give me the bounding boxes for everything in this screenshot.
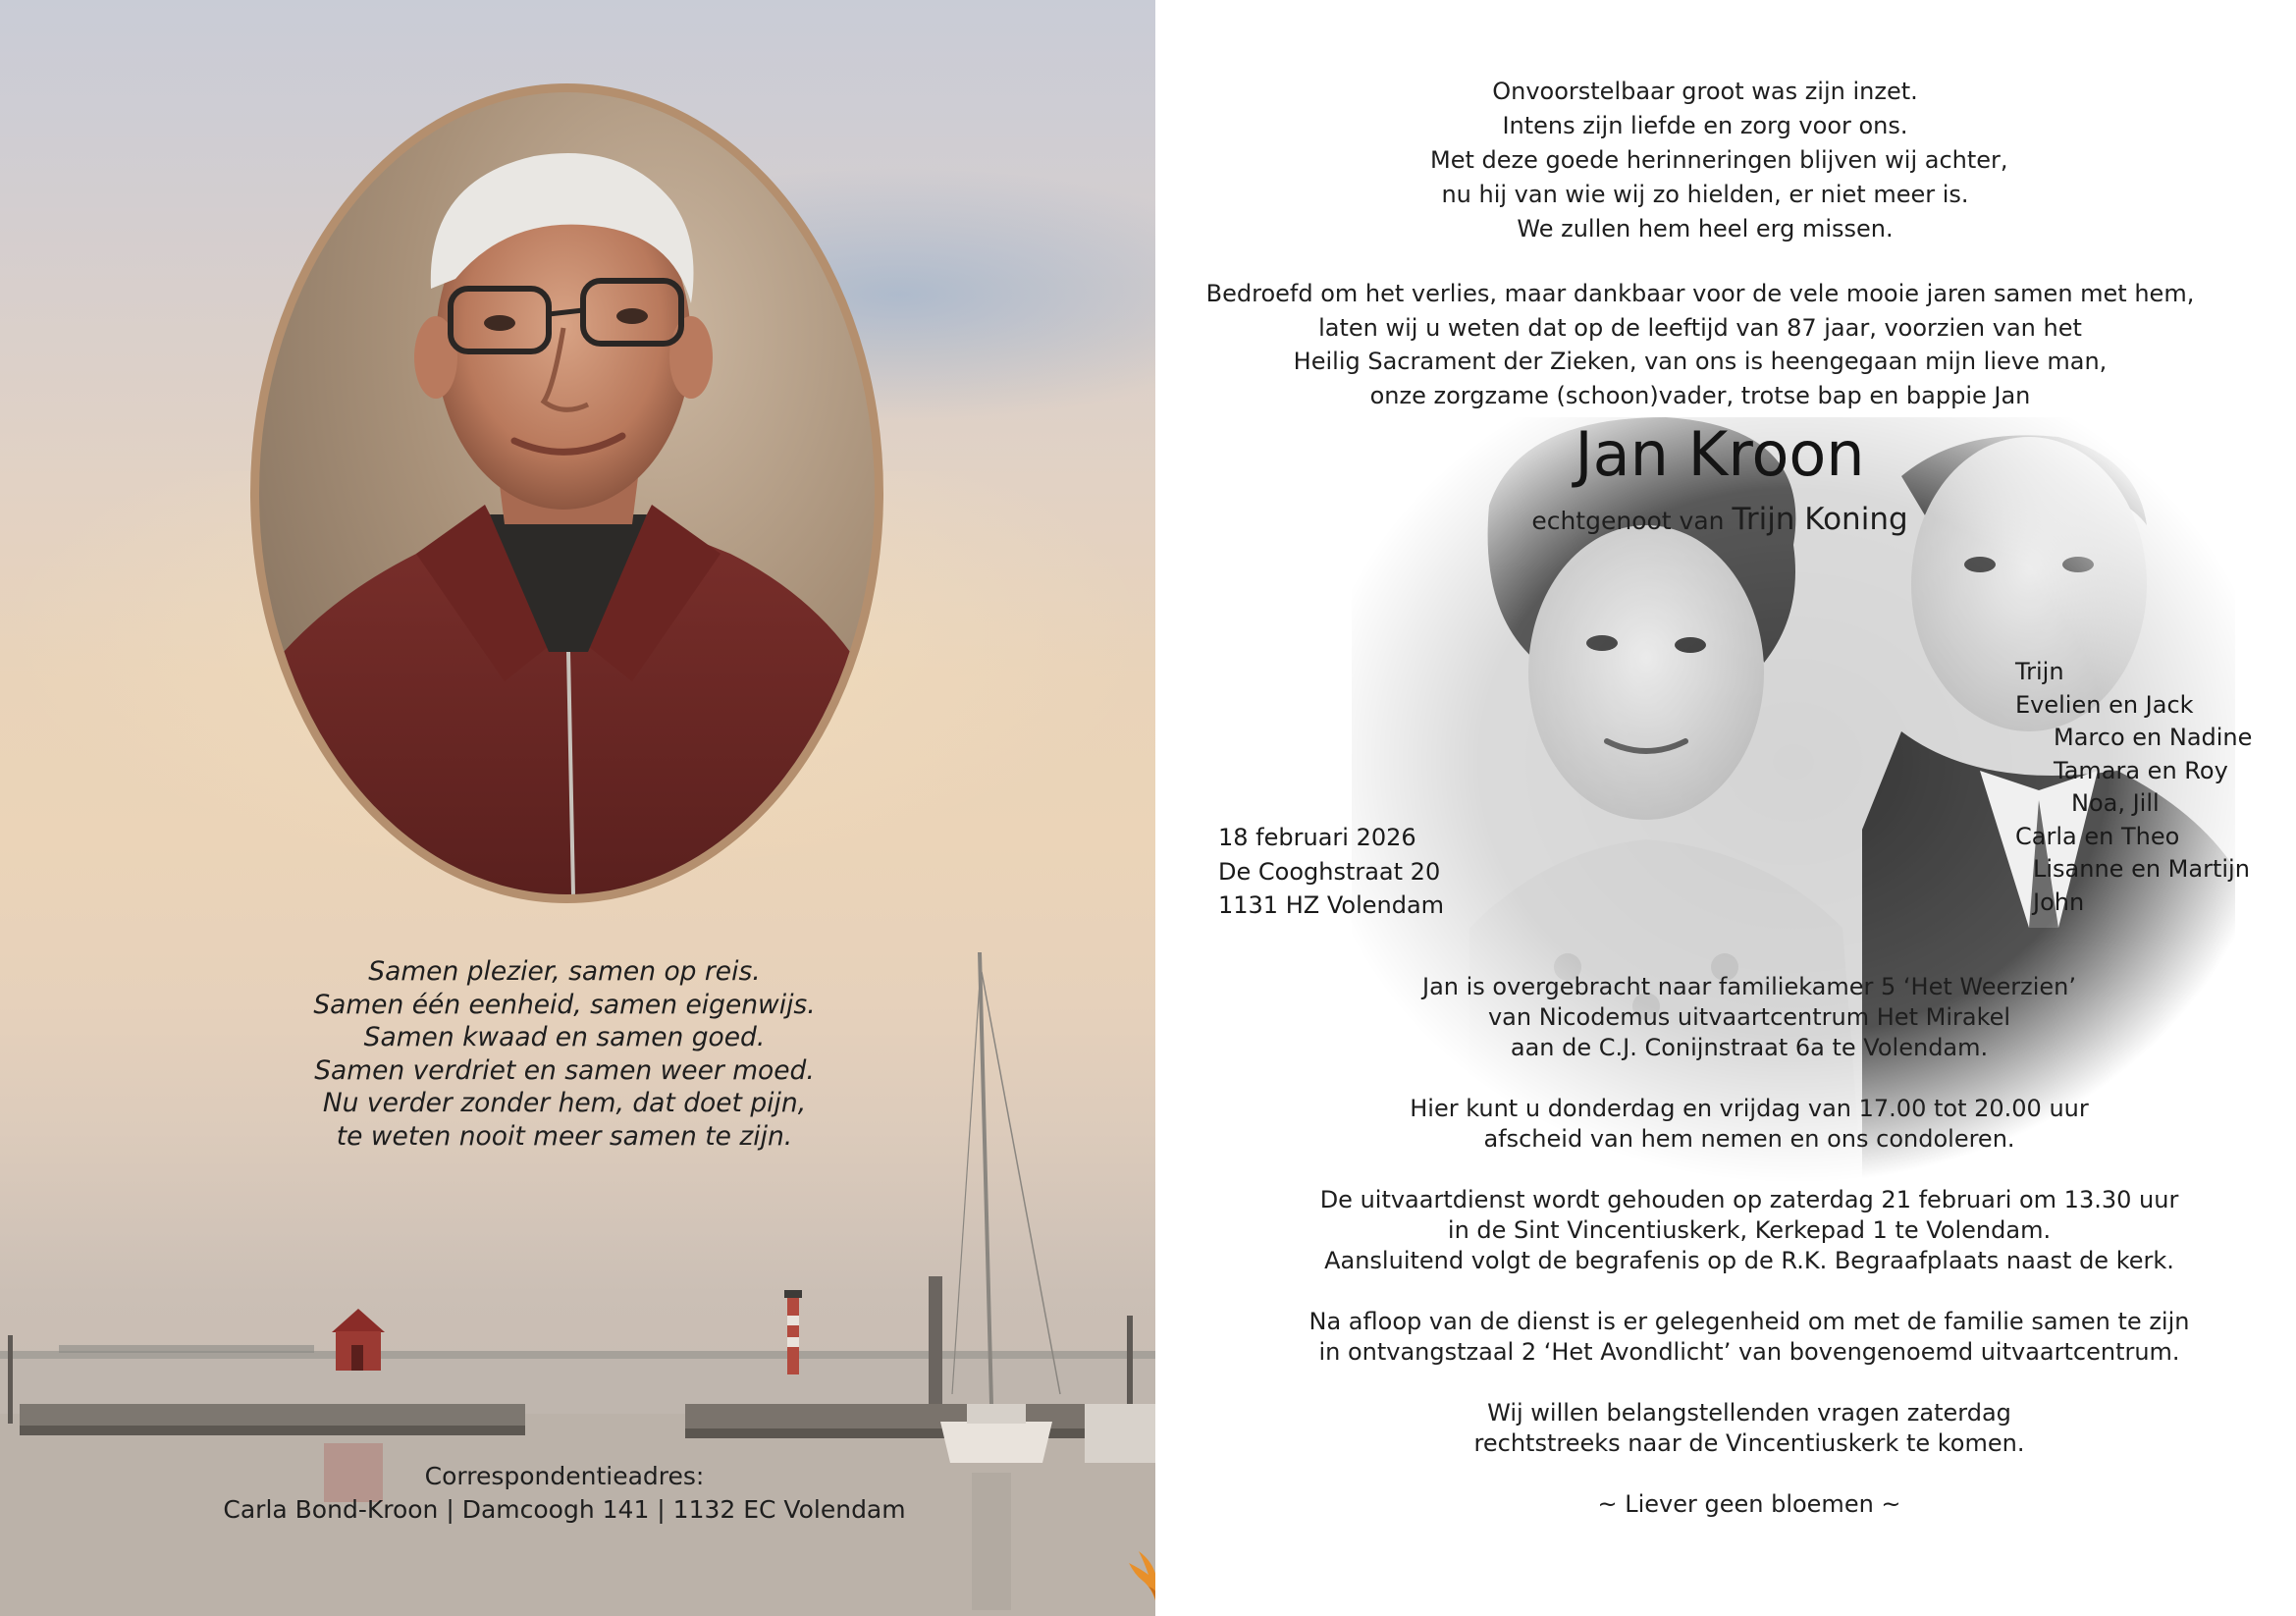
- info-paragraph: [1254, 1094, 2245, 1155]
- info-paragraph: [1254, 1185, 2245, 1276]
- info-line: aan de C.J. Conijnstraat 6a te Volendam.: [1510, 1034, 1989, 1061]
- family-member: Evelien en Jack: [2015, 690, 2194, 719]
- no-flowers-line: ~ Liever geen bloemen ~: [1597, 1490, 1901, 1518]
- address-line: 1131 HZ Volendam: [1218, 891, 1445, 919]
- announcement-text: [1204, 277, 2196, 412]
- portrait-photo: [259, 92, 875, 894]
- info-paragraph: [1254, 1489, 2245, 1520]
- poem-line: Samen kwaad en samen goed.: [363, 1022, 766, 1052]
- correspondence-label: Correspondentieadres:: [424, 1462, 705, 1490]
- poem-line: Nu verder zonder hem, dat doet pijn,: [322, 1088, 807, 1118]
- family-member: Trijn: [2015, 658, 2064, 685]
- funeral-info: [1254, 972, 2245, 1550]
- info-paragraph: [1254, 1398, 2245, 1459]
- poem-line: Samen plezier, samen op reis.: [368, 956, 761, 987]
- announcement-line: Bedroefd om het verlies, maar dankbaar voor de vele mooie jaren samen met hem,: [1205, 280, 2195, 307]
- family-member: Marco en Nadine: [2054, 724, 2253, 751]
- info-line: De uitvaartdienst wordt gehouden op zaterdag 21 februari om 13.30 uur: [1319, 1186, 2179, 1213]
- family-member: John: [2033, 888, 2085, 916]
- deceased-name: Jan Kroon: [1575, 418, 1865, 490]
- info-line: afscheid van hem nemen en ons condoleren.: [1483, 1125, 2015, 1153]
- announcement-line: laten wij u weten dat op de leeftijd van 87 jaar, voorzien van het: [1318, 313, 2082, 342]
- poem-line: Samen één eenheid, samen eigenwijs.: [313, 989, 816, 1020]
- family-member: Carla en Theo: [2015, 822, 2180, 850]
- family-member: Noa, Jill: [2071, 789, 2160, 817]
- info-line: in ontvangstzaal 2 ‘Het Avondlicht’ van bovengenoemd uitvaartcentrum.: [1318, 1338, 2180, 1366]
- spouse-name: Trijn Koning: [1732, 502, 1908, 537]
- home-address: [1218, 821, 1444, 923]
- info-line: Na afloop van de dienst is er gelegenheid om met de familie samen te zijn: [1308, 1308, 2190, 1335]
- info-line: Jan is overgebracht naar familiekamer 5 ‘Het Weerzien’: [1422, 973, 2076, 1000]
- announcement-line: Heilig Sacrament der Zieken, van ons is heengegaan mijn lieve man,: [1293, 348, 2108, 375]
- verse-line: nu hij van wie wij zo hielden, er niet meer is.: [1441, 181, 1969, 208]
- opening-verse: [1430, 75, 2008, 246]
- family-member: Tamara en Roy: [2054, 756, 2228, 784]
- correspondence-text: Carla Bond-Kroon | Damcoogh 141 | 1132 EC Volendam: [223, 1495, 906, 1524]
- poem-line: te weten nooit meer samen te zijn.: [336, 1120, 793, 1152]
- info-line: Aansluitend volgt de begrafenis op de R.K. Begraafplaats naast de kerk.: [1324, 1247, 2174, 1274]
- info-line: in de Sint Vincentiuskerk, Kerkepad 1 te Volendam.: [1447, 1216, 2052, 1244]
- verse-line: We zullen hem heel erg missen.: [1517, 215, 1894, 242]
- address-line: De Cooghstraat 20: [1218, 857, 1441, 886]
- verse-line: Onvoorstelbaar groot was zijn inzet.: [1492, 78, 1918, 105]
- right-panel: [1155, 0, 2296, 1616]
- verse-line: Intens zijn liefde en zorg voor ons.: [1502, 112, 1908, 139]
- poem-line: Samen verdriet en samen weer moed.: [314, 1054, 815, 1086]
- verse-line: Met deze goede herinneringen blijven wij achter,: [1430, 146, 2008, 174]
- info-line: van Nicodemus uitvaartcentrum Het Mirakel: [1487, 1003, 2011, 1031]
- address-line: 18 februari 2026: [1218, 824, 1416, 851]
- spouse-line: [1401, 501, 2039, 540]
- correspondence-address: [196, 1460, 933, 1527]
- spouse-prefix: echtgenoot van: [1531, 507, 1725, 535]
- info-line: Wij willen belangstellenden vragen zaterdag: [1487, 1399, 2011, 1427]
- family-member: Lisanne en Martijn: [2033, 855, 2250, 883]
- info-paragraph: [1254, 972, 2245, 1063]
- portrait-frame: [250, 83, 883, 903]
- info-paragraph: [1254, 1307, 2245, 1368]
- info-line: rechtstreeks naar de Vincentiuskerk te komen.: [1473, 1429, 2025, 1457]
- info-line: Hier kunt u donderdag en vrijdag van 17.00 tot 20.00 uur: [1410, 1095, 2089, 1122]
- poem: [265, 955, 864, 1153]
- family-list: [2015, 656, 2252, 919]
- announcement-line: onze zorgzame (schoon)vader, trotse bap en bappie Jan: [1369, 381, 2031, 409]
